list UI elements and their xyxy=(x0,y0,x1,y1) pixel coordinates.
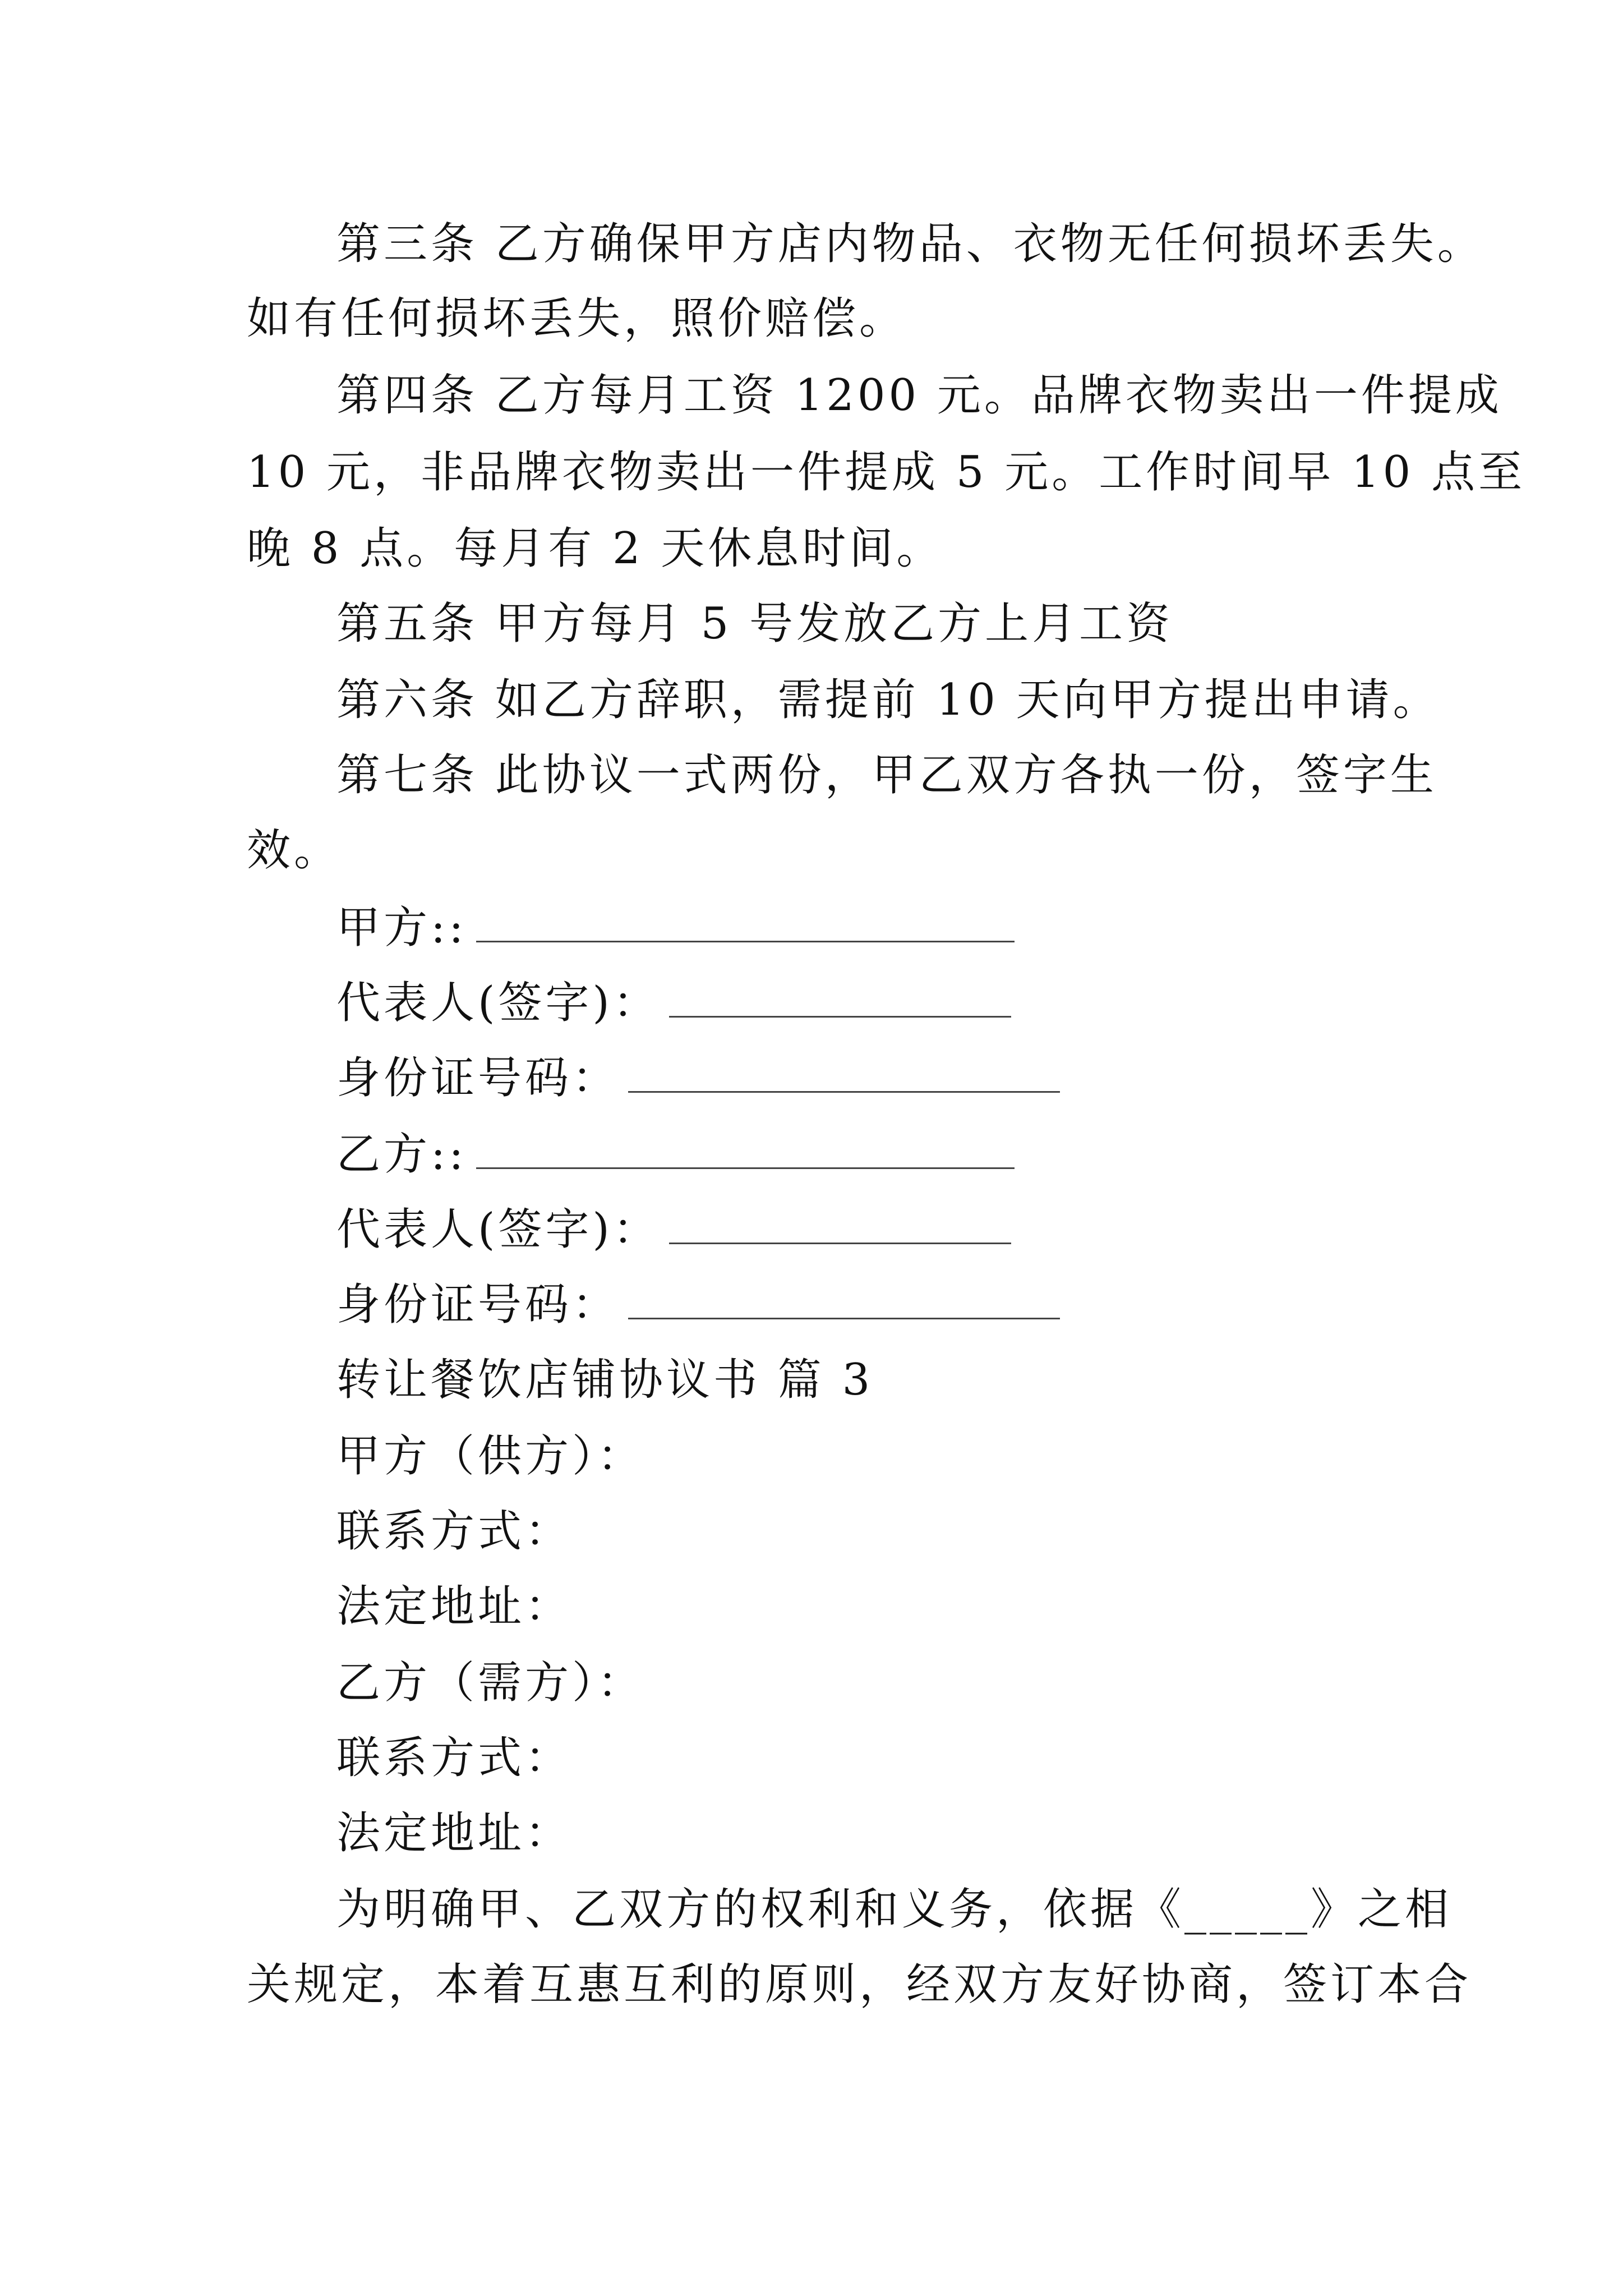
party-a-address: 法定地址： xyxy=(336,1581,573,1632)
party-a-contact: 联系方式： xyxy=(336,1506,573,1557)
section-title: 转让餐饮店铺协议书 篇 3 xyxy=(336,1355,874,1405)
article-6-line: 第六条 如乙方辞职，需提前 10 天向甲方提出申请。 xyxy=(336,675,1440,725)
signature-blank-line xyxy=(628,1052,1060,1093)
party-b-contact: 联系方式： xyxy=(336,1733,573,1783)
signature-blank-line xyxy=(476,901,1015,942)
article-4-line-1: 第四条 乙方每月工资 1200 元。品牌衣物卖出一件提成 xyxy=(336,370,1502,421)
article-3-line-2: 如有任何损坏丢失，照价赔偿。 xyxy=(247,293,907,344)
article-5-line: 第五条 甲方每月 5 号发放乙方上月工资 xyxy=(336,599,1174,649)
signature-field-party-a xyxy=(336,900,1015,956)
signature-label: 代表人(签字)： xyxy=(336,978,660,1028)
signature-field-id-a xyxy=(336,1050,1060,1106)
signature-blank-line xyxy=(476,1128,1015,1169)
article-3-line-1: 第三条 乙方确保甲方店内物品、衣物无任何损坏丢失。 xyxy=(336,219,1484,269)
signature-field-representative-b xyxy=(336,1202,1011,1258)
signature-field-party-b xyxy=(336,1126,1015,1182)
signature-field-id-b xyxy=(336,1277,1060,1333)
signature-label: 甲方:: xyxy=(336,903,467,953)
article-4-line-2: 10 元，非品牌衣物卖出一件提成 5 元。工作时间早 10 点至 xyxy=(247,447,1526,498)
article-7-line-1: 第七条 此协议一式两份，甲乙双方各执一份，签字生 xyxy=(336,750,1437,800)
signature-label: 乙方:: xyxy=(336,1129,467,1180)
party-b-label: 乙方（需方）： xyxy=(336,1658,645,1708)
signature-label: 代表人(签字)： xyxy=(336,1204,660,1255)
signature-blank-line xyxy=(669,977,1011,1018)
article-4-line-3: 晚 8 点。每月有 2 天休息时间。 xyxy=(247,523,944,574)
signature-label: 身份证号码： xyxy=(336,1280,620,1330)
signature-blank-line xyxy=(628,1278,1060,1319)
party-a-label: 甲方（供方）： xyxy=(336,1431,645,1481)
party-b-address: 法定地址： xyxy=(336,1808,573,1858)
signature-blank-line xyxy=(669,1203,1011,1244)
article-7-line-2: 效。 xyxy=(247,825,342,876)
closing-line-1: 为明确甲、乙双方的权利和义务，依据《_____》之相 xyxy=(336,1884,1453,1935)
signature-field-representative-a xyxy=(336,975,1011,1031)
closing-line-2: 关规定，本着互惠互利的原则，经双方友好协商，签订本合 xyxy=(247,1959,1472,2010)
signature-label: 身份证号码： xyxy=(336,1053,620,1103)
